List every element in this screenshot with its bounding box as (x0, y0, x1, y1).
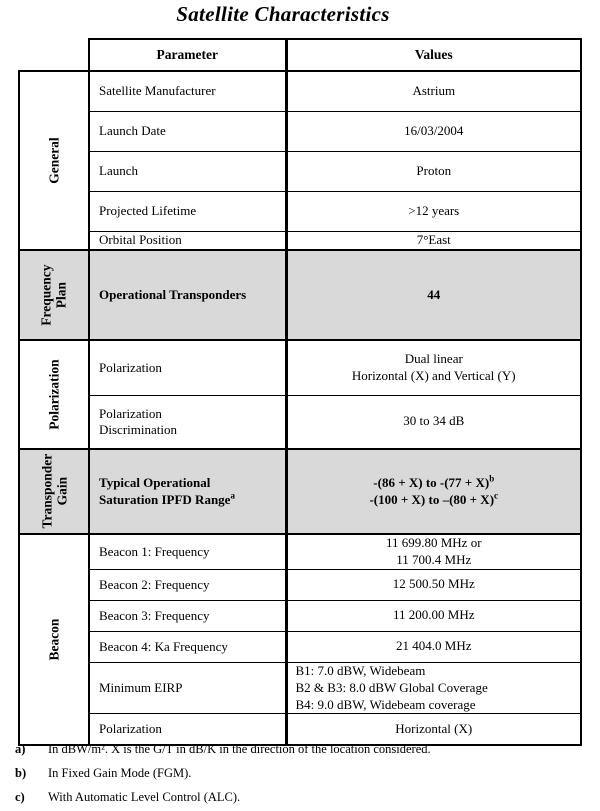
value-line: 11 699.80 MHz or (385, 535, 482, 550)
footnote-b (15, 766, 593, 781)
group-label-plan: Plan (54, 281, 69, 309)
value-line: B1: 7.0 dBW, Widebeam (295, 662, 426, 678)
footnotes (15, 742, 593, 811)
value-line (288, 475, 581, 492)
value-line: Dual linear (404, 350, 463, 366)
param-minimum-eirp: Minimum EIRP (89, 662, 286, 714)
group-label-beacon: Beacon (46, 618, 62, 661)
value-minimum-eirp (286, 662, 581, 714)
group-label-polarization: Polarization (46, 359, 62, 430)
param-ipfd-range (89, 449, 286, 534)
value-ipfd-range (286, 449, 581, 534)
value-launch-date: 16/03/2004 (286, 111, 581, 151)
value-line: B2 & B3: 8.0 dBW Global Coverage (295, 679, 488, 695)
value-line (288, 492, 581, 509)
value-beacon-2-frequency: 12 500.50 MHz (286, 569, 581, 600)
param-launch: Launch (89, 151, 286, 191)
value-line: Horizontal (X) and Vertical (Y) (351, 367, 516, 383)
value-text: -(100 + X) to –(80 + X) (369, 491, 495, 507)
param-projected-lifetime: Projected Lifetime (89, 191, 286, 231)
table-corner-spacer (19, 39, 89, 71)
value-projected-lifetime: >12 years (286, 191, 581, 231)
value-beacon-3-frequency: 11 200.00 MHz (286, 600, 581, 631)
section-label-beacon (19, 534, 89, 745)
param-beacon-1-frequency: Beacon 1: Frequency (89, 534, 286, 569)
footnote-text: With Automatic Level Control (ALC). (48, 790, 241, 804)
value-launch: Proton (286, 151, 581, 191)
value-beacon-polarization: Horizontal (X) (286, 714, 581, 745)
vertical-label-wrap (20, 450, 88, 533)
group-label-transponder: Transponder (38, 454, 54, 529)
section-label-polarization (19, 340, 89, 449)
footnote-text: In Fixed Gain Mode (FGM). (48, 766, 192, 780)
param-text: Typical Operational (99, 475, 211, 491)
param-line: Polarization (99, 405, 162, 421)
param-line: Discrimination (99, 421, 177, 437)
param-text: Saturation IPFD Range (99, 491, 231, 507)
param-operational-transponders: Operational Transponders (89, 250, 286, 340)
footnote-c (15, 790, 593, 805)
group-label-gain: Gain (54, 477, 70, 506)
section-label-frequency-plan (19, 250, 89, 340)
value-beacon-4-ka-frequency: 21 404.0 MHz (286, 631, 581, 662)
footnote-a (15, 742, 593, 757)
value-satellite-manufacturer: Astrium (286, 71, 581, 111)
column-header-values: Values (286, 39, 581, 71)
vertical-label-wrap (20, 341, 88, 448)
footnote-ref-a: a (230, 490, 235, 501)
footnote-marker: c) (15, 790, 25, 804)
param-line (99, 475, 285, 491)
param-launch-date: Launch Date (89, 111, 286, 151)
param-beacon-3-frequency: Beacon 3: Frequency (89, 600, 286, 631)
param-line (99, 492, 285, 508)
vertical-label-wrap (20, 72, 88, 249)
param-polarization: Polarization (89, 340, 286, 395)
param-orbital-position: Orbital Position (89, 231, 286, 250)
param-polarization-discrimination (89, 395, 286, 449)
section-label-transponder-gain (19, 449, 89, 534)
page-title: Satellite Characteristics (176, 2, 390, 26)
value-polarization (286, 340, 581, 395)
vertical-label-wrap (20, 535, 88, 744)
section-label-general (19, 71, 89, 250)
param-beacon-4-ka-frequency: Beacon 4: Ka Frequency (89, 631, 286, 662)
param-satellite-manufacturer: Satellite Manufacturer (89, 71, 286, 111)
vertical-label-wrap (20, 251, 88, 339)
footnote-text: In dBW/m². X is the G/T in dB/K in the direction of the location considered. (48, 742, 431, 756)
value-orbital-position: 7°East (286, 231, 581, 250)
param-beacon-polarization: Polarization (89, 714, 286, 745)
value-operational-transponders: 44 (286, 250, 581, 340)
value-line: 11 700.4 MHz (396, 551, 472, 567)
footnote-marker: b) (15, 766, 27, 780)
value-line: B4: 9.0 dBW, Widebeam coverage (295, 696, 476, 712)
value-polarization-discrimination: 30 to 34 dB (286, 395, 581, 449)
param-beacon-2-frequency: Beacon 2: Frequency (89, 569, 286, 600)
footnote-ref-c: c (494, 490, 499, 501)
group-label-general: General (46, 137, 62, 184)
column-header-parameter: Parameter (89, 39, 286, 71)
value-beacon-1-frequency (286, 534, 581, 569)
satellite-characteristics-table (18, 38, 582, 746)
group-label-frequency: Frequency (38, 264, 54, 326)
footnote-ref-b: b (489, 473, 495, 484)
footnote-marker: a) (15, 742, 26, 756)
value-text: -(86 + X) to -(77 + X) (373, 474, 490, 490)
